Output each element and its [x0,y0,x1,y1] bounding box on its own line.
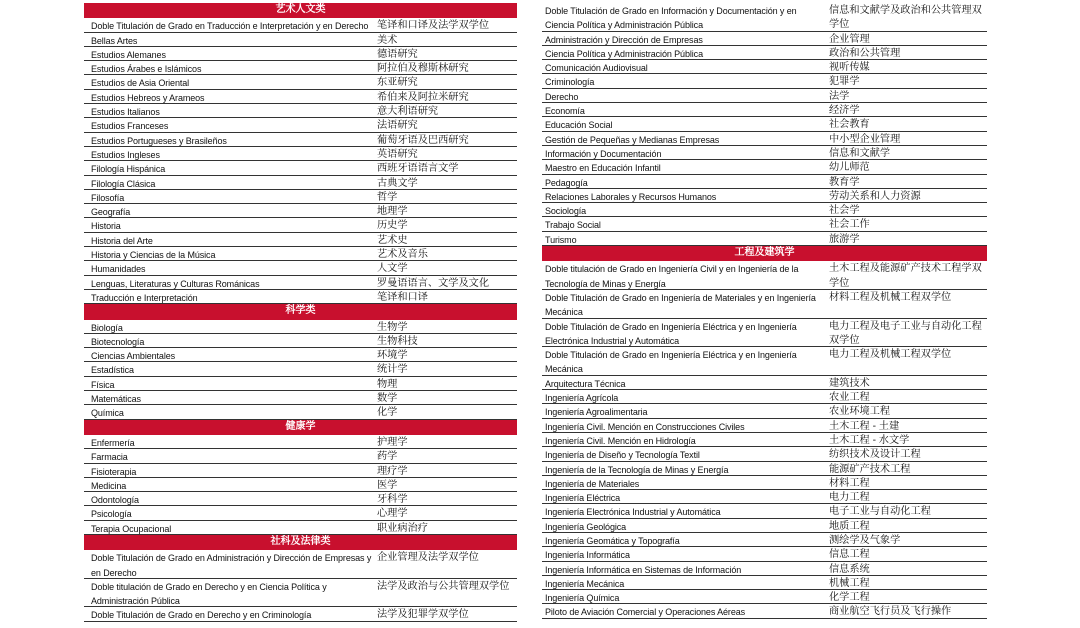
program-name-zh: 纺织技术及设计工程 [829,449,921,461]
table-row [542,433,987,447]
program-name-es: Doble Titulación de Grado en Traducción e Interpretación y en Derecho [91,21,369,32]
program-name-zh: 社会工作 [829,219,870,231]
program-name-zh: 电力工程及机械工程双学位 [829,349,952,361]
program-name-zh: 信息和文献学及政治和公共管理双学位 [829,5,982,31]
program-name-es: Estudios Italianos [91,107,160,118]
program-name-zh: 数学 [377,393,398,405]
program-name-es: Gestión de Pequeñas y Medianas Empresas [545,134,720,145]
table-row [542,504,987,518]
table-row [542,447,987,461]
program-name-es: Ingeniería Eléctrica [545,493,621,504]
program-name-zh: 环境学 [377,350,408,362]
program-name-es: Ingeniería Geológica [545,521,627,532]
table-row [84,377,517,391]
program-name-es: Estadística [91,365,134,376]
program-name-zh: 社会教育 [829,119,870,131]
program-name-es: Historia del Arte [91,235,153,246]
program-name-zh: 化学工程 [829,592,870,604]
table-row [84,290,517,304]
program-name-zh: 测绘学及气象学 [829,534,901,546]
table-row [542,562,987,576]
table-row [542,290,987,319]
program-name-zh: 职业病治疗 [377,522,428,534]
program-name-es: Ingeniería Civil. Mención en Construcciones Civiles [545,421,745,432]
table-row [542,319,987,348]
table-row [84,18,517,32]
program-name-es: Criminología [545,77,595,88]
program-name-es: Turismo [545,234,577,245]
table-row [84,104,517,118]
program-name-zh: 土木工程 - 水文学 [829,434,910,446]
program-name-zh: 法学及政治与公共管理双学位 [377,580,510,592]
table-row [542,490,987,504]
program-name-zh: 德语研究 [377,48,418,60]
section-header: 社科及法律类 [84,535,517,550]
program-name-es: Biología [91,322,123,333]
table-row [84,204,517,218]
program-name-zh: 政治和公共管理 [829,47,901,59]
program-name-es: Ingeniería de Materiales [545,478,640,489]
table-row [542,60,987,74]
program-name-zh: 意大利语研究 [377,106,439,118]
table-row [542,519,987,533]
program-name-zh: 社会学 [829,205,860,217]
program-name-zh: 农业环境工程 [829,406,891,418]
program-name-zh: 生物科技 [377,335,418,347]
program-name-es: Lenguas, Literaturas y Culturas Románicas [91,278,260,289]
program-name-es: Administración y Dirección de Empresas [545,34,703,45]
program-name-es: Psicología [91,509,132,520]
program-name-es: Estudios Ingleses [91,149,160,160]
program-name-es: Filosofía [91,192,125,203]
program-name-es: Educación Social [545,120,613,131]
program-name-es: Química [91,408,124,419]
program-name-zh: 统计学 [377,364,408,376]
table-row [542,117,987,131]
table-row [542,103,987,117]
program-name-zh: 法学 [829,90,850,102]
table-row [84,478,517,492]
table-row [84,276,517,290]
program-name-es: Estudios Hebreos y Arameos [91,92,205,103]
program-name-es: Estudios Alemanes [91,49,166,60]
program-name-zh: 希伯来及阿拉米研究 [377,91,469,103]
table-row [84,176,517,190]
table-row [542,132,987,146]
program-name-es: Filología Hispánica [91,164,166,175]
program-name-zh: 商业航空飞行员及飞行操作 [829,606,952,618]
program-name-zh: 机械工程 [829,577,870,589]
program-name-es: Biotecnología [91,336,145,347]
program-name-zh: 罗曼语语言、文学及文化 [377,277,490,289]
program-name-es: Ingeniería Química [545,593,620,604]
program-name-zh: 美术 [377,34,398,46]
program-name-zh: 物理 [377,378,398,390]
table-row [84,579,517,608]
program-name-zh: 艺术及音乐 [377,249,428,261]
program-name-es: Matemáticas [91,394,141,405]
program-name-zh: 经济学 [829,105,860,117]
table-row [542,232,987,246]
program-name-zh: 幼儿师范 [829,162,870,174]
table-row [542,74,987,88]
program-name-es: Ingeniería de la Tecnología de Minas y Energía [545,464,729,475]
program-name-zh: 古典文学 [377,177,418,189]
program-name-es: Ingeniería Agroalimentaria [545,407,648,418]
program-name-es: Estudios Árabes e Islámicos [91,64,202,75]
table-row [542,32,987,46]
program-name-es: Ciencia Política y Administración Pública [545,48,703,59]
section-header: 科学类 [84,304,517,319]
table-row [84,492,517,506]
program-name-es: Doble Titulación de Grado en Ingeniería Eléctrica y en Ingeniería Electrónica Industrial y Automática [545,321,797,346]
program-name-es: Doble Titulación de Grado en Ingeniería de Materiales y en Ingeniería Mecánica [545,292,816,318]
table-row [84,435,517,449]
table-row [84,118,517,132]
table-row [542,419,987,433]
program-name-zh: 电子工业与自动化工程 [829,506,931,518]
table-row [84,607,517,621]
table-row [542,476,987,490]
table-row [84,550,517,579]
program-name-es: Relaciones Laborales y Recursos Humanos [545,191,717,202]
program-name-es: Arquitectura Técnica [545,378,626,389]
program-name-zh: 能源矿产技术工程 [829,463,911,475]
program-name-zh: 阿拉伯及穆斯林研究 [377,63,469,75]
program-name-zh: 中小型企业管理 [829,133,901,145]
program-name-es: Comunicación Audiovisual [545,63,648,74]
program-name-es: Información y Documentación [545,148,662,159]
program-name-zh: 英语研究 [377,148,418,160]
program-name-es: Maestro en Educación Infantil [545,163,661,174]
program-name-zh: 材料工程 [829,477,870,489]
table-row [84,348,517,362]
program-name-es: Doble Titulación de Grado en Derecho y en Criminología [91,610,312,621]
program-name-zh: 人文学 [377,263,408,275]
program-name-zh: 教育学 [829,176,860,188]
program-name-es: Doble Titulación de Grado en Ingeniería Eléctrica y en Ingeniería Mecánica [545,350,797,375]
program-name-es: Ingeniería Informática [545,550,630,561]
program-name-es: Trabajo Social [545,220,601,231]
program-name-es: Pedagogía [545,177,588,188]
program-name-es: Estudios Portugueses y Brasileños [91,135,227,146]
program-name-es: Piloto de Aviación Comercial y Operaciones Aéreas [545,607,746,618]
program-name-zh: 地理学 [377,206,408,218]
program-name-zh: 医学 [377,479,398,491]
table-row [84,449,517,463]
table-row [542,189,987,203]
program-name-zh: 笔译和口译 [377,291,428,303]
table-row [542,160,987,174]
table-row [84,33,517,47]
program-name-zh: 生物学 [377,321,408,333]
program-name-es: Derecho [545,91,579,102]
table-row [542,533,987,547]
program-name-es: Física [91,379,115,390]
program-name-zh: 心理学 [377,508,408,520]
table-row [542,3,987,32]
table-row [542,217,987,231]
table-row [542,146,987,160]
program-name-zh: 历史学 [377,220,408,232]
program-name-zh: 理疗学 [377,465,408,477]
table-row [542,390,987,404]
table-row [84,247,517,261]
table-row [84,61,517,75]
program-name-zh: 东亚研究 [377,77,418,89]
table-row [84,521,517,535]
program-name-es: Humanidades [91,264,146,275]
program-name-es: Historia y Ciencias de la Música [91,250,216,261]
program-name-es: Ingeniería de Diseño y Tecnología Textil [545,450,700,461]
program-name-es: Estudios Franceses [91,121,169,132]
program-name-es: Bellas Artes [91,35,138,46]
program-name-es: Doble Titulación de Grado en Administración y Dirección de Empresas y en Derecho [91,553,372,578]
program-name-es: Estudios de Asia Oriental [91,78,190,89]
section-header: 健康学 [84,420,517,435]
program-name-zh: 建筑技术 [829,377,870,389]
program-name-es: Ingeniería Civil. Mención en Hidrología [545,435,696,446]
program-name-es: Traducción e Interpretación [91,292,198,303]
program-name-es: Enfermería [91,437,135,448]
program-name-zh: 艺术史 [377,234,408,246]
program-name-es: Sociología [545,206,587,217]
program-name-zh: 电力工程及电子工业与自动化工程双学位 [829,320,982,346]
program-name-es: Historia [91,221,121,232]
program-name-es: Filología Clásica [91,178,156,189]
program-name-es: Ciencias Ambientales [91,351,176,362]
program-name-zh: 信息工程 [829,549,870,561]
program-name-zh: 法语研究 [377,120,418,132]
program-name-es: Medicina [91,480,127,491]
program-name-zh: 企业管理 [829,33,870,45]
section-header: 工程及建筑学 [542,246,987,261]
program-name-zh: 农业工程 [829,392,870,404]
table-row [84,233,517,247]
program-name-zh: 牙科学 [377,494,408,506]
table-row [542,175,987,189]
program-name-zh: 护理学 [377,436,408,448]
table-row [542,46,987,60]
table-row [542,347,987,376]
table-row [84,75,517,89]
program-name-zh: 犯罪学 [829,76,860,88]
program-name-zh: 电力工程 [829,492,870,504]
table-row [542,89,987,103]
table-row [84,405,517,419]
table-row [84,161,517,175]
program-name-zh: 劳动关系和人力资源 [829,190,921,202]
table-row [84,90,517,104]
program-name-zh: 土木工程 - 土建 [829,420,900,432]
program-name-zh: 哲学 [377,191,398,203]
table-row [542,376,987,390]
table-row [542,404,987,418]
table-row [84,133,517,147]
right-table [542,3,987,619]
table-row [84,147,517,161]
program-name-es: Geografía [91,207,131,218]
program-name-zh: 旅游学 [829,233,860,245]
table-row [84,218,517,232]
program-name-es: Doble titulación de Grado en Ingeniería Civil y en Ingeniería de la Tecnología de Minas y Energía [545,264,799,289]
program-name-es: Ingeniería Agrícola [545,393,619,404]
program-name-es: Farmacia [91,452,128,463]
program-name-es: Ingeniería Electrónica Industrial y Automática [545,507,721,518]
program-name-zh: 视听传媒 [829,62,870,74]
program-name-es: Economía [545,106,585,117]
program-name-es: Ingeniería Mecánica [545,578,625,589]
program-name-es: Ingeniería Informática en Sistemas de Información [545,564,742,575]
table-row [84,391,517,405]
table-row [84,464,517,478]
program-name-zh: 葡萄牙语及巴西研究 [377,134,469,146]
table-row [542,462,987,476]
program-name-es: Odontología [91,495,139,506]
table-row [542,261,987,290]
program-name-zh: 企业管理及法学双学位 [377,552,479,564]
program-name-es: Ingeniería Geomática y Topografía [545,535,680,546]
program-name-es: Doble titulación de Grado en Derecho y en Ciencia Política y Administración Pública [91,581,327,607]
program-name-zh: 药学 [377,451,398,463]
table-row [542,604,987,618]
program-name-zh: 化学 [377,407,398,419]
program-name-es: Doble Titulación de Grado en Información y Documentación y en Ciencia Política y Administración Pública [545,6,797,31]
program-name-zh: 材料工程及机械工程双学位 [829,291,952,303]
section-header: 艺术人文类 [84,3,517,18]
table-row [542,203,987,217]
program-name-zh: 笔译和口译及法学双学位 [377,20,490,32]
table-row [84,334,517,348]
program-name-zh: 土木工程及能源矿产技术工程学双学位 [829,263,982,289]
table-row [84,506,517,520]
table-row [84,190,517,204]
table-row [84,320,517,334]
program-name-zh: 地质工程 [829,520,870,532]
table-row [84,261,517,275]
program-name-zh: 西班牙语语言文学 [377,163,459,175]
table-row [542,547,987,561]
table-row [542,590,987,604]
program-name-zh: 信息系统 [829,563,870,575]
program-name-es: Fisioterapia [91,466,137,477]
left-table [84,3,517,622]
table-row [84,362,517,376]
table-row [84,47,517,61]
program-name-es: Terapia Ocupacional [91,523,172,534]
program-name-zh: 信息和文献学 [829,147,891,159]
table-row [542,576,987,590]
program-name-zh: 法学及犯罪学双学位 [377,609,469,621]
